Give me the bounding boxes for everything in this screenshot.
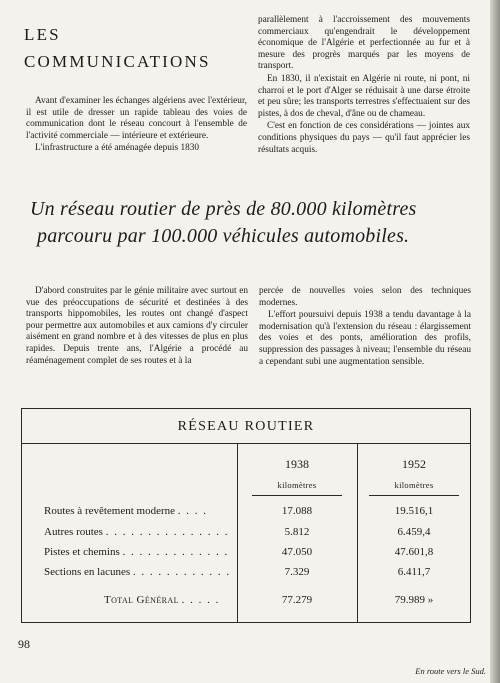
value-1938: 47.050 (281, 546, 313, 558)
column-unit: kilomètres (277, 480, 317, 490)
row-label: Routes à revêtement moderne . . . . (44, 505, 208, 517)
paragraph: D'abord construites par le génie militaire avec surtout en vue des préoccupations de sécurité et destinées à des transports hippomobiles, les routes ont changé d'aspect pour permettre aux automobiles et aux camions d'y circuler aisément en grand nombre et à des vitesses de plus en plus rapides. Depuis trente ans, l'Algérie a procédé au réaménagement complet de ses routes et à la (26, 286, 248, 366)
heading-line-1: LES (24, 25, 61, 44)
value-1952: 6.459,4 (397, 526, 431, 538)
page-number: 98 (18, 637, 30, 651)
column-year-1938: 1938 (285, 457, 309, 471)
subheading-line-2: parcouru par 100.000 véhicules automobiles. (37, 225, 410, 247)
page-edge-shadow (490, 0, 500, 683)
intro-left-column (26, 96, 247, 155)
value-1952: 19.516,1 (394, 505, 434, 517)
column-year-1952: 1952 (402, 457, 426, 471)
paragraph: L'effort poursuivi depuis 1938 a tendu davantage à la modernisation qu'à l'extension du réseau : élargissement des voies et des ponts, amélioration des profils, suppression des passages à niveau; l'ensemble du réseau a cependant subi une augmentation sensible. (259, 310, 471, 367)
row-label: Sections en lacunes . . . . . . . . . . . . (44, 566, 231, 578)
road-network-table (21, 408, 471, 623)
row-label: Pistes et chemins . . . . . . . . . . . . . (44, 546, 229, 558)
value-1952: 6.411,7 (397, 566, 431, 578)
value-1938: 7.329 (284, 566, 310, 578)
row-label: Autres routes . . . . . . . . . . . . . . . (44, 526, 229, 538)
table-row (22, 566, 470, 584)
paragraph: C'est en fonction de ces considérations — jointes aux conditions physiques du pays — qu'il faut apprécier les résultats acquis. (258, 121, 470, 155)
table-row (22, 526, 470, 544)
value-1938: 5.812 (284, 526, 310, 538)
photo-caption: En route vers le Sud. (415, 666, 486, 676)
column-unit: kilomètres (394, 480, 434, 490)
paragraph: parallèlement à l'accroissement des mouvements commerciaux qu'engendrait le développement économique de l'Algérie et perfectionnée au fur et à mesure des progrès marqués par les moyens de transport. (258, 15, 470, 72)
table-title: RÉSEAU ROUTIER (177, 419, 315, 434)
heading-line-2: COMMUNICATIONS (24, 52, 211, 71)
unit-rule (252, 495, 342, 496)
body-right-column (259, 286, 471, 368)
unit-rule (369, 495, 459, 496)
paragraph: Avant d'examiner les échanges algériens avec l'extérieur, il est utile de dresser un rapide tableau des voies de communication dont le réseau concourt à l'ensemble de l'activité commerciale — intérieure et extérieure. (26, 96, 247, 141)
value-1952: 47.601,8 (394, 546, 434, 558)
paragraph: L'infrastructure a été aménagée depuis 1830 (35, 143, 200, 154)
table-row (22, 546, 470, 564)
total-label: Total Général . . . . . (104, 594, 220, 606)
subheading-line-1: Un réseau routier de près de 80.000 kilomètres (30, 198, 417, 220)
intro-right-column (258, 15, 470, 156)
paragraph: percée de nouvelles voies selon des techniques modernes. (259, 286, 471, 308)
body-left-column (26, 286, 248, 367)
table-row (22, 505, 470, 523)
value-1938: 17.088 (281, 505, 313, 517)
table-header-rule (22, 443, 470, 444)
subheading (30, 196, 417, 250)
table-total-row (22, 594, 470, 612)
paragraph: En 1830, il n'existait en Algérie ni route, ni pont, ni charroi et le port d'Alger se réduisait à une darse étroite et peu sûre; les transports terrestres s'effectuaient sur des pistes, à dos de cheval, d'âne ou de chameau. (258, 73, 470, 119)
total-1938: 77.279 (281, 594, 313, 606)
section-heading (24, 21, 211, 75)
total-1952: 79.989 » (394, 594, 434, 606)
total-mark: » (427, 594, 434, 606)
